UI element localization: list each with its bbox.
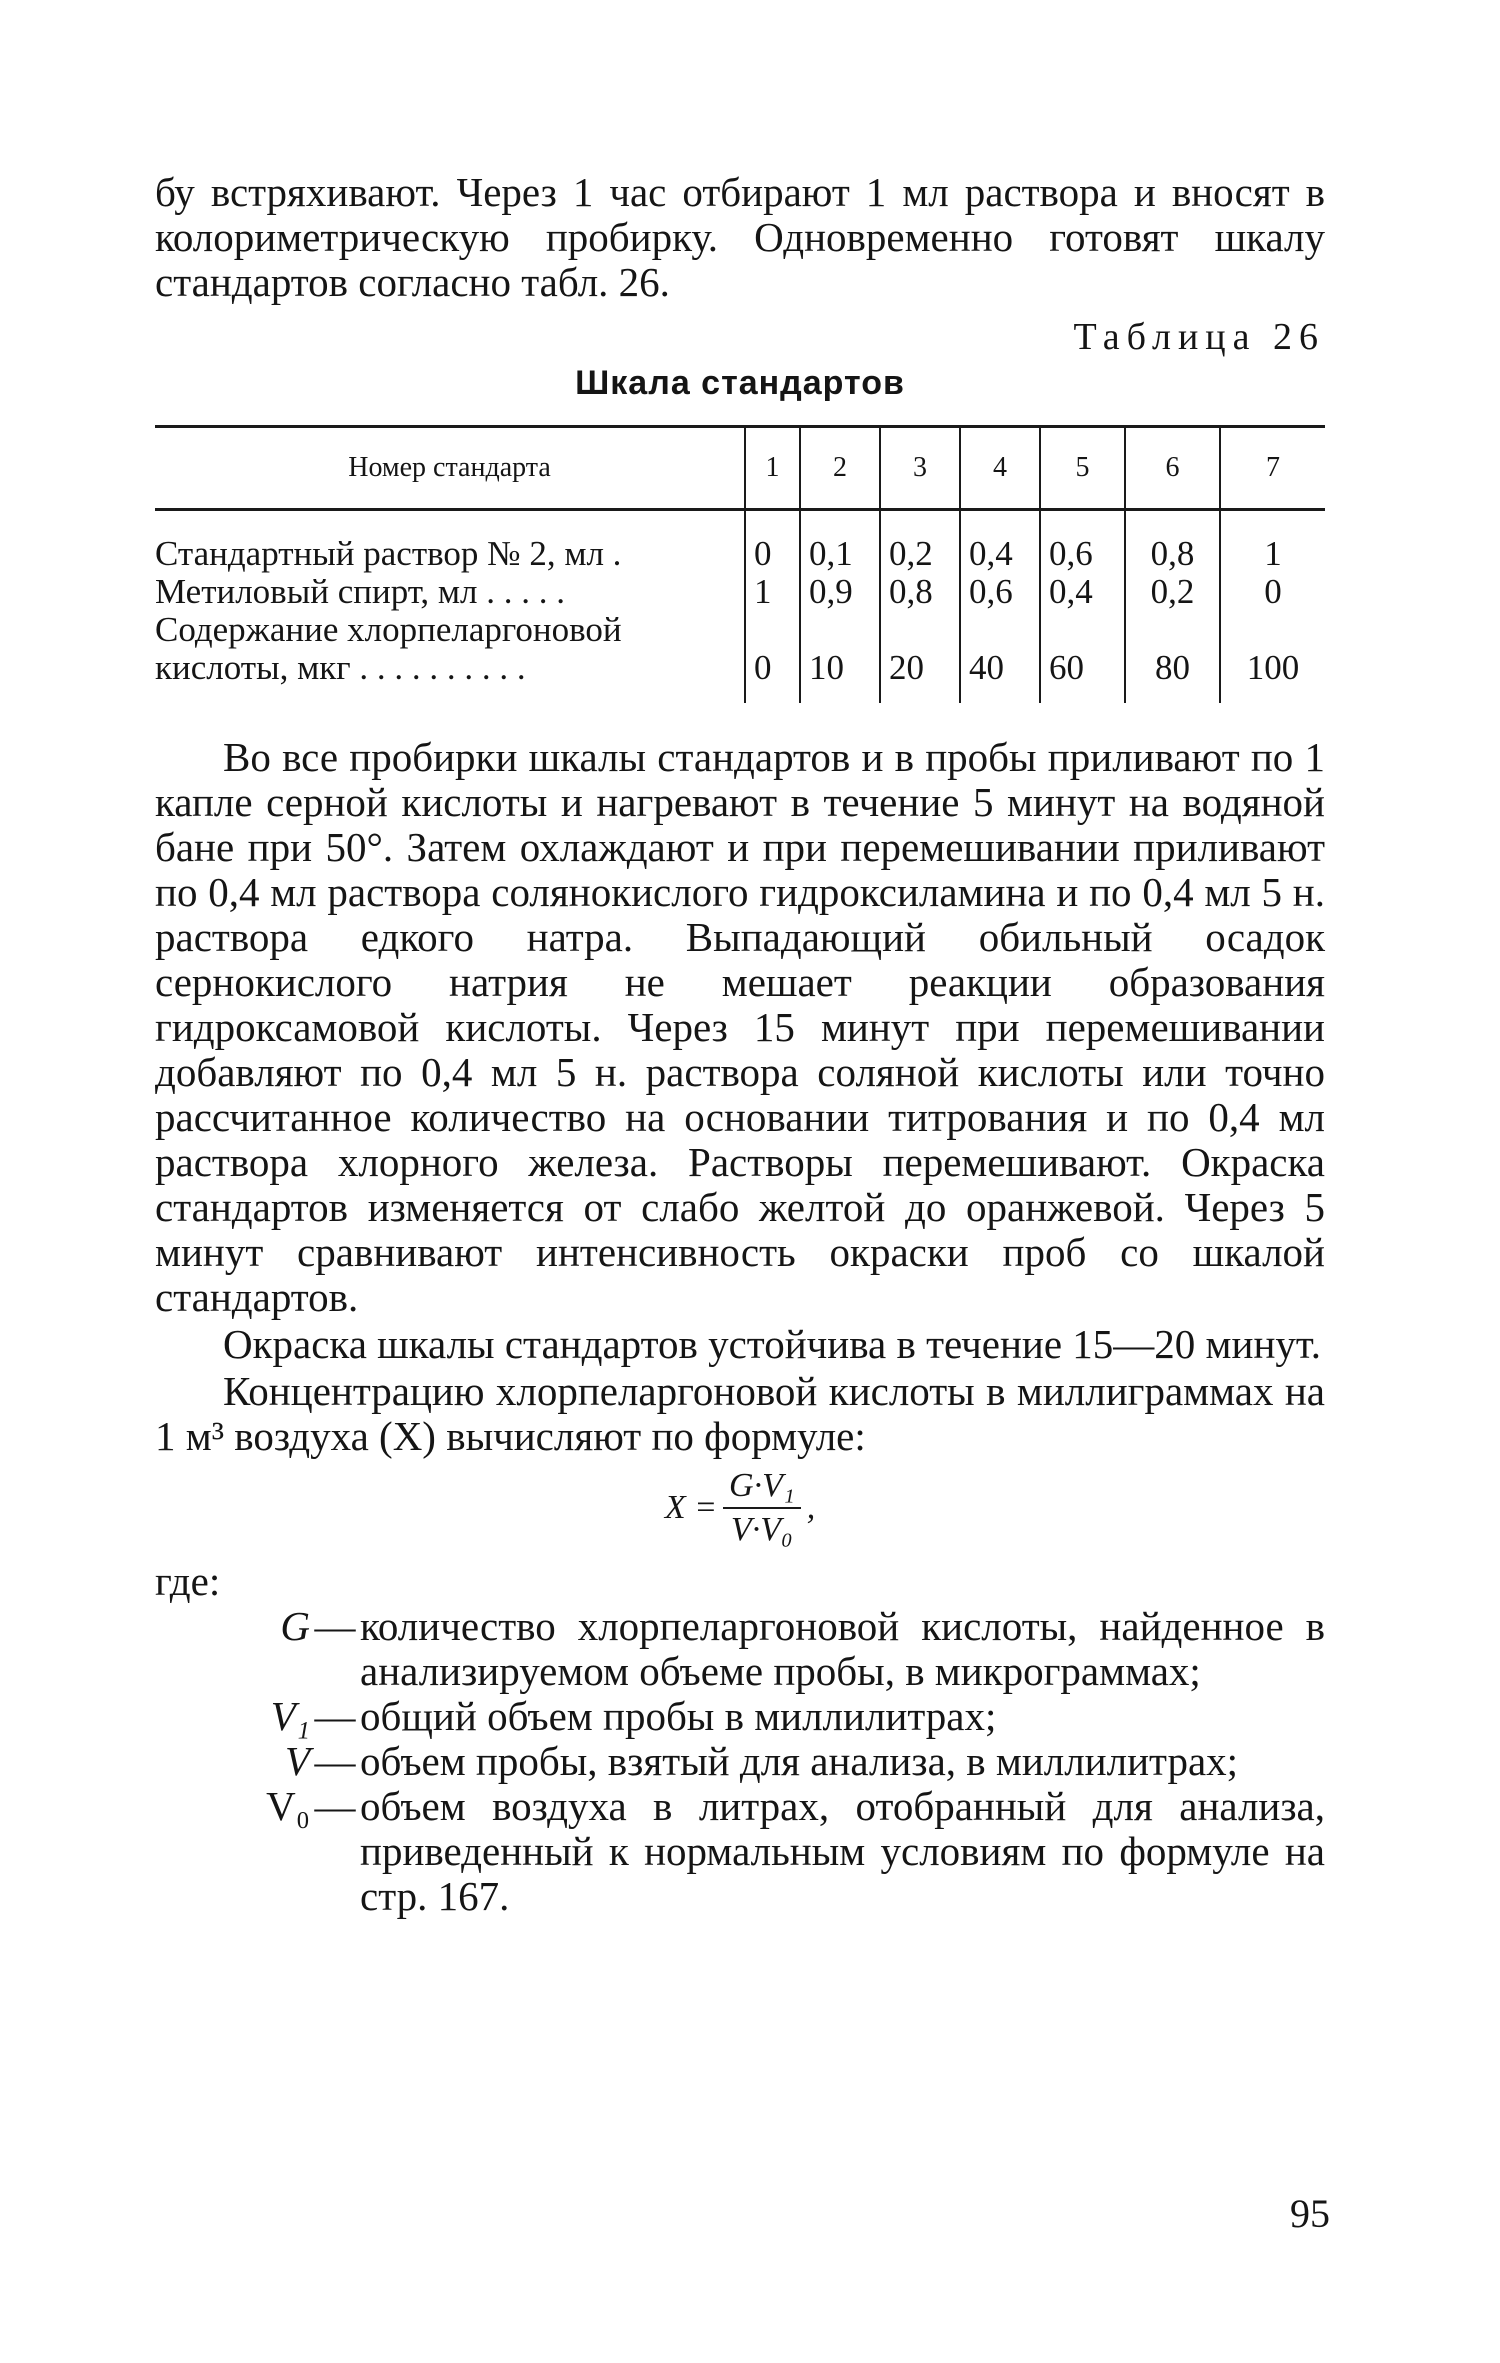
definition-symbol: V₁ bbox=[270, 1693, 310, 1739]
definition-symbol: V bbox=[284, 1738, 310, 1784]
standards-table bbox=[155, 425, 1325, 703]
page-number: 95 bbox=[1290, 2191, 1330, 2236]
formula-numerator: G·V₁ bbox=[723, 1467, 801, 1509]
table-cell: 20 bbox=[880, 611, 960, 703]
definition-item bbox=[155, 1694, 1325, 1739]
stability-paragraph: Окраска шкалы стандартов устойчива в течение 15—20 минут. bbox=[223, 1321, 1321, 1367]
definition-dash: — bbox=[314, 1738, 356, 1784]
row-label: Стандартный раствор № 2, мл . bbox=[155, 534, 622, 573]
document-page bbox=[155, 170, 1325, 1919]
definition-text: объем пробы, взятый для анализа, в миллилитрах; bbox=[360, 1738, 1239, 1784]
table-cell: 0,6 bbox=[1040, 510, 1125, 574]
definition-symbol: G bbox=[280, 1603, 310, 1649]
table-row bbox=[155, 573, 1325, 611]
where-label: где: bbox=[155, 1558, 221, 1604]
table-cell: 0,2 bbox=[880, 510, 960, 574]
table-cell: 80 bbox=[1125, 611, 1220, 703]
row-label-line: Содержание хлорпеларгоновой bbox=[155, 610, 622, 649]
table-cell: 1 bbox=[745, 573, 800, 611]
table-header-row bbox=[155, 427, 1325, 510]
row-label-line: кислоты, мкг . . . . . . . . . . bbox=[155, 648, 526, 687]
header-label: Номер стандарта bbox=[155, 427, 745, 510]
definition-dash: — bbox=[314, 1783, 356, 1829]
definition-text: общий объем пробы в миллилитрах; bbox=[360, 1693, 997, 1739]
concentration-paragraph: Концентрацию хлорпеларгоновой кислоты в миллиграммах на 1 м³ воздуха (X) вычисляют по формуле: bbox=[155, 1368, 1325, 1459]
table-cell: 0,4 bbox=[960, 510, 1040, 574]
table-cell: 0 bbox=[1220, 573, 1325, 611]
column-header: 7 bbox=[1220, 427, 1325, 510]
column-header: 4 bbox=[960, 427, 1040, 510]
table-cell: 0 bbox=[745, 611, 800, 703]
table-title: Шкала стандартов bbox=[575, 364, 905, 402]
table-cell: 0 bbox=[745, 510, 800, 574]
table-row bbox=[155, 510, 1325, 574]
table-cell: 0,8 bbox=[880, 573, 960, 611]
definitions-list bbox=[155, 1604, 1325, 1919]
definition-item bbox=[155, 1604, 1325, 1694]
table-cell: 1 bbox=[1220, 510, 1325, 574]
column-header: 1 bbox=[745, 427, 800, 510]
table-cell: 60 bbox=[1040, 611, 1125, 703]
definition-dash: — bbox=[314, 1693, 356, 1739]
column-header: 5 bbox=[1040, 427, 1125, 510]
column-header: 2 bbox=[800, 427, 880, 510]
intro-paragraph: бу встряхивают. Через 1 час отбирают 1 мл раствора и вносят в колориметрическую пробирку. Одновременно готовят шкалу стандартов согласно табл. 26. bbox=[155, 169, 1325, 305]
formula-lhs: X = bbox=[664, 1489, 718, 1526]
table-cell: 0,1 bbox=[800, 510, 880, 574]
column-header: 3 bbox=[880, 427, 960, 510]
definition-text: объем воздуха в литрах, отобранный для анализа, приведенный к нормальным условиям по формуле на стр. 167. bbox=[360, 1783, 1325, 1919]
definition-item bbox=[155, 1784, 1325, 1919]
table-cell: 40 bbox=[960, 611, 1040, 703]
formula-fraction bbox=[723, 1467, 801, 1549]
table-cell: 0,4 bbox=[1040, 573, 1125, 611]
formula bbox=[155, 1467, 1325, 1557]
row-label: Метиловый спирт, мл . . . . . bbox=[155, 572, 566, 611]
definition-symbol: V₀ bbox=[266, 1783, 310, 1829]
table-cell: 0,6 bbox=[960, 573, 1040, 611]
table-cell: 0,2 bbox=[1125, 573, 1220, 611]
definition-dash: — bbox=[314, 1603, 356, 1649]
procedure-paragraph: Во все пробирки шкалы стандартов и в пробы приливают по 1 капле серной кислоты и нагревают в течение 5 минут на водяной бане при 50°. Затем охлаждают и при перемешивании приливают по 0,4 мл раствора солянокислого гидроксиламина и по 0,4 мл 5 н. раствора едкого натра. Выпадающий обильный осадок сернокислого натрия не мешает реакции образования гидроксамовой кислоты. Через 15 минут при перемешивании добавляют по 0,4 мл 5 н. раствора соляной кислоты или точно рассчитанное количество на основании титрования и по 0,4 мл раствора хлорного железа. Растворы перемешивают. Окраска стандартов изменяется от слабо желтой до оранжевой. Через 5 минут сравнивают интенсивность окраски проб со шкалой стандартов. bbox=[155, 734, 1325, 1320]
table-cell: 0,9 bbox=[800, 573, 880, 611]
definition-text: количество хлорпеларгоновой кислоты, найденное в анализируемом объеме пробы, в микрограммах; bbox=[360, 1603, 1325, 1694]
formula-tail: , bbox=[806, 1489, 816, 1526]
table-row bbox=[155, 611, 1325, 703]
table-label: Таблица 26 bbox=[1073, 316, 1325, 358]
table-cell: 10 bbox=[800, 611, 880, 703]
table-cell: 100 bbox=[1220, 611, 1325, 703]
column-header: 6 bbox=[1125, 427, 1220, 510]
definition-item bbox=[155, 1739, 1325, 1784]
row-label bbox=[155, 611, 745, 703]
table-cell: 0,8 bbox=[1125, 510, 1220, 574]
formula-denominator: V·V₀ bbox=[730, 1511, 793, 1548]
